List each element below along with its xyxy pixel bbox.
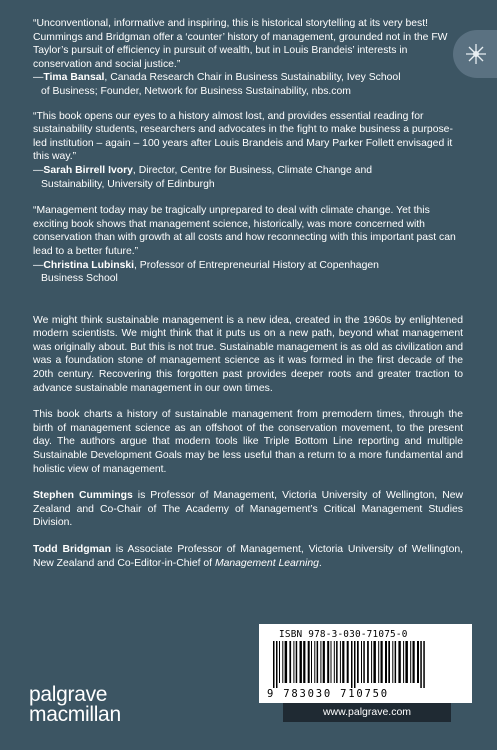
barcode-bar xyxy=(420,641,422,688)
isbn-barcode xyxy=(259,624,472,703)
barcode-bar xyxy=(320,641,321,683)
barcode-bar xyxy=(363,641,365,683)
endorser-role: , Professor of Entrepreneurial History at Copenhagen xyxy=(134,259,379,271)
barcode-number: 9 783030 710750 xyxy=(267,688,389,700)
barcode-bar xyxy=(361,641,362,683)
back-cover-text xyxy=(33,17,463,583)
barcode-bar xyxy=(289,641,291,683)
barcode-bar xyxy=(354,641,356,688)
endorser-name: Christina Lubinski xyxy=(43,259,135,271)
barcode-bar xyxy=(405,641,408,683)
quote-attribution xyxy=(33,259,463,286)
barcode-bar xyxy=(378,641,379,683)
author-bio xyxy=(33,543,463,570)
barcode-bar xyxy=(410,641,411,683)
endorsement-quote xyxy=(33,110,463,192)
barcode-bar xyxy=(403,641,404,683)
attribution-dash: — xyxy=(33,164,44,176)
barcode-bar xyxy=(381,641,383,683)
barcode-bar xyxy=(417,641,419,683)
springer-nature-icon xyxy=(465,43,487,65)
endorsement-quote xyxy=(33,204,463,286)
barcode-bar xyxy=(311,641,312,683)
barcode-bar xyxy=(308,641,310,683)
barcode-bar xyxy=(282,641,283,683)
barcode-bar xyxy=(279,641,280,683)
barcode-bar xyxy=(273,641,275,688)
barcode-bar xyxy=(334,641,335,683)
barcode-bar xyxy=(300,641,302,683)
palgrave-macmillan-logo xyxy=(29,685,121,725)
author-bio xyxy=(33,489,463,530)
barcode-bar xyxy=(331,641,332,683)
barcode-bar xyxy=(303,641,305,683)
barcode-bar xyxy=(323,641,325,683)
isbn-label: ISBN 978-3-030-71075-0 xyxy=(279,629,408,640)
barcode-bar xyxy=(388,641,390,683)
journal-title: Management Learning xyxy=(214,557,319,569)
barcode-bar xyxy=(327,641,329,683)
quote-text: “Management today may be tragically unprepared to deal with climate change. Yet this exciting book shows that management science, historically, was more concerned with conservation than with growth at all costs and how reconnecting with this important past can lead to a better future.” xyxy=(33,205,456,257)
quote-attribution xyxy=(33,71,463,98)
author-bio-text: is Associate Professor of Management, Victoria University of Wellington, New Zealand and Co-Editor-in-Chief of xyxy=(33,544,464,569)
endorser-role: , Canada Research Chair in Business Sustainability, Ivey School xyxy=(104,72,401,84)
author-bio-text: is Professor of Management, Victoria University of Wellington, New Zealand and Co-Chair of The Academy of Management’s Critical Management Studies Division. xyxy=(33,490,463,529)
barcode-bar xyxy=(367,641,369,683)
barcode-bar xyxy=(317,641,319,683)
endorser-role-cont: Sustainability, University of Edinburgh xyxy=(41,178,215,190)
barcode-bar xyxy=(423,641,425,688)
barcode-bar xyxy=(351,641,353,688)
barcode-bar xyxy=(340,641,341,683)
barcode-bar xyxy=(336,641,338,683)
barcode-bar xyxy=(314,641,315,683)
endorser-role: , Director, Centre for Business, Climate Change and xyxy=(132,164,373,176)
logo-line-macmillan: macmillan xyxy=(29,703,121,726)
barcode-bar xyxy=(385,641,387,683)
author-name: Stephen Cummings xyxy=(33,490,133,502)
barcode-bar xyxy=(413,641,415,683)
barcode-bar xyxy=(357,641,359,683)
barcode-bar xyxy=(373,641,376,683)
endorser-role-cont: of Business; Founder, Network for Business Sustainability, nbs.com xyxy=(41,85,351,97)
attribution-dash: — xyxy=(33,72,44,84)
author-name: Todd Bridgman xyxy=(33,544,111,555)
description-paragraph: We might think sustainable management is a new idea, created in the 1960s by enlightened modern scientists. We might think that it puts us on a new path, beyond what management was originally about. But this is not true. Sustainable management is as old as civilization and was a foundation stone of management science as it was formed in the first decade of the 20th century. Recovering this forgotten past provides deeper roots and greater traction to advance sustainable management in our own times. xyxy=(33,314,463,394)
barcode-bar xyxy=(371,641,372,683)
author-bio-end: . xyxy=(318,557,322,569)
description-paragraph: This book charts a history of sustainable management from premodern times, through the birth of management science as an offshoot of the conservation movement, to the present day. The authors argue that modern tools like Triple Bottom Line reporting and multiple Sustainable Development Goals may be less useful than a return to a more fundamental and holistic view of management. xyxy=(33,409,463,475)
endorser-name: Sarah Birrell Ivory xyxy=(43,164,133,176)
barcode-bar xyxy=(395,641,397,683)
quote-text: “Unconventional, informative and inspiring, this is historical storytelling at its very best! Cummings and Bridgman offer a ‘counter’ history of management, grounded not in the FW Taylor’s pursuit of efficiency in pursuit of wealth, but in Louis Brandeis’ interests in conservation and social justice.” xyxy=(33,18,448,70)
barcode-bar xyxy=(285,641,288,683)
endorser-name: Tima Bansal xyxy=(43,72,105,84)
endorsement-quote xyxy=(33,17,463,99)
barcode-bar xyxy=(293,641,294,683)
quote-text: “This book opens our eyes to a history almost lost, and provides essential reading for sustainability students, researchers and advocates in the fight to make business a purpose-led institution – again – 100 years after Louis Brandeis and Mary Parker Follett envisaged it this way.” xyxy=(33,110,453,163)
barcode-bars xyxy=(273,641,459,688)
endorser-role-cont: Business School xyxy=(41,273,118,285)
attribution-dash: — xyxy=(33,259,44,271)
logo-line-palgrave: palgrave xyxy=(29,683,108,706)
barcode-bar xyxy=(347,641,349,683)
barcode-bar xyxy=(342,641,344,683)
publisher-url: www.palgrave.com xyxy=(283,703,451,722)
barcode-bar xyxy=(398,641,400,683)
barcode-bar xyxy=(276,641,278,688)
quote-attribution xyxy=(33,164,463,191)
barcode-bar xyxy=(296,641,298,683)
barcode-bar xyxy=(392,641,393,683)
